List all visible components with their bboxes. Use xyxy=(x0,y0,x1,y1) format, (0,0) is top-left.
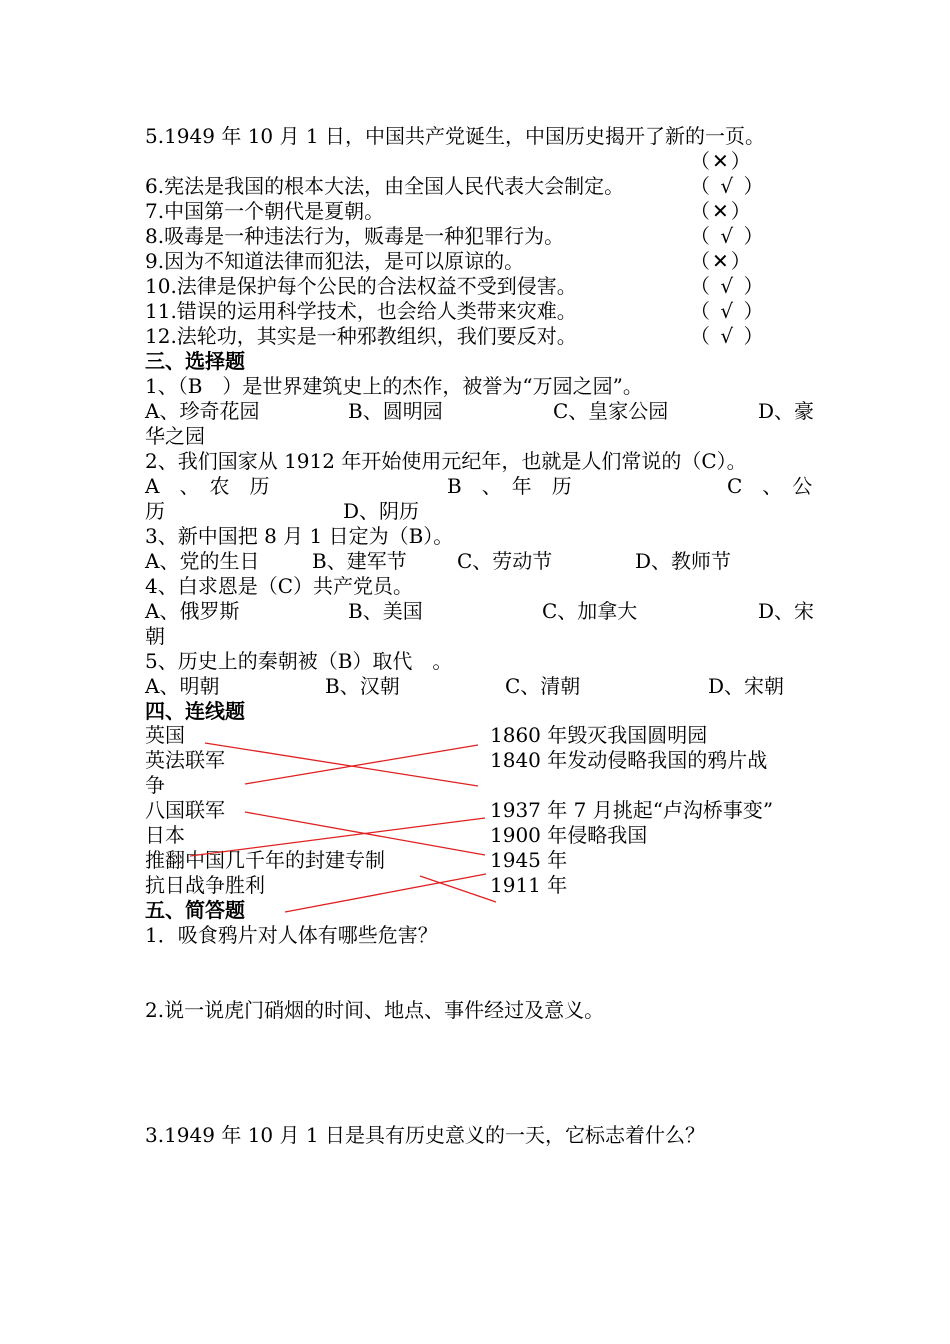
matching-right-item: 1900 年侵略我国 xyxy=(490,823,648,847)
judge-q8-text: 8.吸毒是一种违法行为，贩毒是一种犯罪行为。 xyxy=(145,224,565,248)
judge-q10-text: 10.法律是保护每个公民的合法权益不受到侵害。 xyxy=(145,274,577,298)
choice-q4-stem: 4、白求恩是（C）共产党员。 xyxy=(145,574,414,598)
choice-q1-stem: 1、（B ）是世界建筑史上的杰作，被誉为“万园之园”。 xyxy=(145,374,643,398)
choice-q2-c: C 、 公 xyxy=(727,474,813,498)
choice-q4-c: C、加拿大 xyxy=(542,599,638,623)
choice-q1-c: C、皇家公园 xyxy=(553,399,669,423)
choice-q4-b: B、美国 xyxy=(348,599,423,623)
matching-left-item: 争 xyxy=(145,773,165,797)
choice-q4-a: A、俄罗斯 xyxy=(145,599,240,623)
choice-q2-c-cont: 历 xyxy=(145,499,165,523)
choice-q4-d-cont: 朝 xyxy=(145,624,165,648)
choice-q1-d-cont: 华之园 xyxy=(145,424,205,448)
judge-q5-text: 5.1949 年 10 月 1 日，中国共产党诞生，中国历史揭开了新的一页。 xyxy=(145,124,765,148)
choice-q3-b: B、建军节 xyxy=(312,549,407,573)
connector-line xyxy=(205,743,478,786)
connector-line xyxy=(285,874,486,912)
short-heading: 五、简答题 xyxy=(145,898,245,922)
matching-left-item: 八国联军 xyxy=(145,798,225,822)
matching-left-item: 日本 xyxy=(145,823,185,847)
matching-right-item: 1911 年 xyxy=(490,873,568,897)
judge-q6-mark: （ √ ） xyxy=(690,174,766,198)
judge-q11-mark: （ √ ） xyxy=(690,299,766,323)
matching-right-item: 1840 年发动侵略我国的鸦片战 xyxy=(490,748,768,772)
choice-q4-d: D、宋 xyxy=(758,599,815,623)
judge-q12-text: 12.法轮功，其实是一种邪教组织，我们要反对。 xyxy=(145,324,577,348)
connector-line xyxy=(420,876,496,902)
judge-q5-mark: （✕） xyxy=(690,149,753,173)
matching-heading: 四、连线题 xyxy=(145,699,245,723)
choice-q3-stem: 3、新中国把 8 月 1 日定为（B）。 xyxy=(145,524,454,548)
judge-q8-mark: （ √ ） xyxy=(690,224,766,248)
choice-q5-b: B、汉朝 xyxy=(325,674,400,698)
judge-q9-mark: （✕） xyxy=(690,249,753,273)
choice-q2-stem: 2、我们国家从 1912 年开始使用元纪年，也就是人们常说的（C）。 xyxy=(145,449,747,473)
choice-heading: 三、选择题 xyxy=(145,349,245,373)
choice-q1-b: B、圆明园 xyxy=(348,399,443,423)
judge-q7-text: 7.中国第一个朝代是夏朝。 xyxy=(145,199,385,223)
judge-q6-text: 6.宪法是我国的根本大法，由全国人民代表大会制定。 xyxy=(145,174,625,198)
choice-q3-a: A、党的生日 xyxy=(145,549,260,573)
choice-q5-a: A、明朝 xyxy=(145,674,220,698)
matching-left-item: 抗日战争胜利 xyxy=(145,873,265,897)
choice-q3-d: D、教师节 xyxy=(635,549,732,573)
judge-q12-mark: （ √ ） xyxy=(690,324,766,348)
judge-q9-text: 9.因为不知道法律而犯法，是可以原谅的。 xyxy=(145,249,525,273)
choice-q2-b: B 、 年 历 xyxy=(447,474,572,498)
choice-q1-d: D、豪 xyxy=(758,399,815,423)
choice-q2-a: A 、 农 历 xyxy=(145,474,270,498)
judge-q10-mark: （ √ ） xyxy=(690,274,766,298)
judge-q7-mark: （✕） xyxy=(690,199,753,223)
choice-q5-stem: 5、历史上的秦朝被（B）取代 。 xyxy=(145,649,453,673)
short-q2: 2.说一说虎门硝烟的时间、地点、事件经过及意义。 xyxy=(145,998,605,1022)
short-q1: 1．吸食鸦片对人体有哪些危害？ xyxy=(145,923,438,947)
matching-right-item: 1937 年 7 月挑起“卢沟桥事变” xyxy=(490,798,774,822)
choice-q2-d: D、阴历 xyxy=(343,499,420,523)
matching-right-item: 1860 年毁灭我国圆明园 xyxy=(490,723,708,747)
matching-left-item: 英法联军 xyxy=(145,748,225,772)
choice-q5-c: C、清朝 xyxy=(505,674,581,698)
choice-q3-c: C、劳动节 xyxy=(457,549,553,573)
choice-q5-d: D、宋朝 xyxy=(708,674,785,698)
matching-left-item: 英国 xyxy=(145,723,185,747)
short-q3: 3.1949 年 10 月 1 日是具有历史意义的一天，它标志着什么？ xyxy=(145,1123,705,1147)
matching-left-item: 推翻中国几千年的封建专制 xyxy=(145,848,385,872)
matching-right-item: 1945 年 xyxy=(490,848,568,872)
choice-q1-a: A、珍奇花园 xyxy=(145,399,260,423)
connector-line xyxy=(245,745,478,784)
judge-q11-text: 11.错误的运用科学技术，也会给人类带来灾难。 xyxy=(145,299,577,323)
